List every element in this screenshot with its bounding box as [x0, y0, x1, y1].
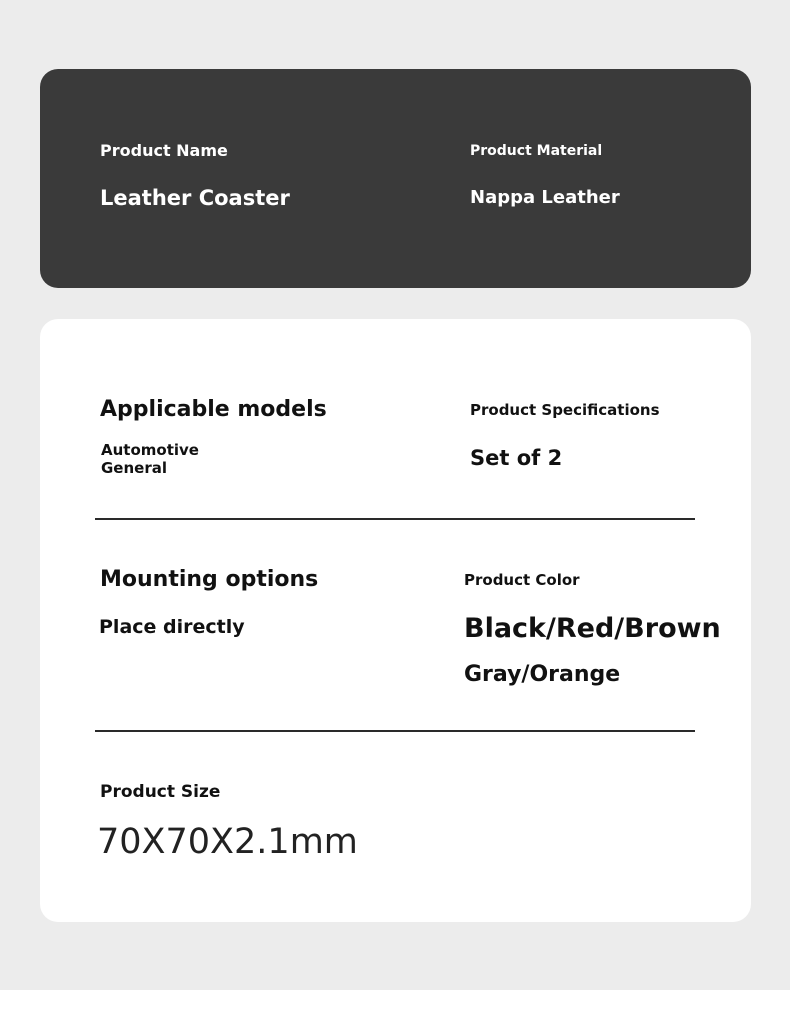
product-color-value-line2: Gray/Orange — [464, 662, 621, 687]
mounting-options-label: Mounting options — [100, 567, 319, 592]
product-color-value-line1: Black/Red/Brown — [464, 613, 721, 644]
product-specifications-label: Product Specifications — [470, 401, 660, 419]
product-header-card — [40, 69, 751, 288]
section-divider — [95, 730, 695, 732]
product-name-value: Leather Coaster — [100, 186, 290, 210]
product-size-value: 70X70X2.1mm — [97, 822, 358, 862]
applicable-models-label: Applicable models — [100, 397, 327, 422]
product-size-label: Product Size — [100, 782, 221, 802]
product-specifications-value: Set of 2 — [470, 446, 563, 470]
product-material-value: Nappa Leather — [470, 187, 620, 208]
mounting-options-value: Place directly — [99, 616, 245, 638]
product-color-label: Product Color — [464, 571, 580, 589]
product-material-label: Product Material — [470, 143, 603, 159]
applicable-models-value-line1: Automotive — [101, 441, 199, 459]
section-divider — [95, 518, 695, 520]
applicable-models-value-line2: General — [101, 459, 167, 477]
product-name-label: Product Name — [100, 141, 228, 160]
